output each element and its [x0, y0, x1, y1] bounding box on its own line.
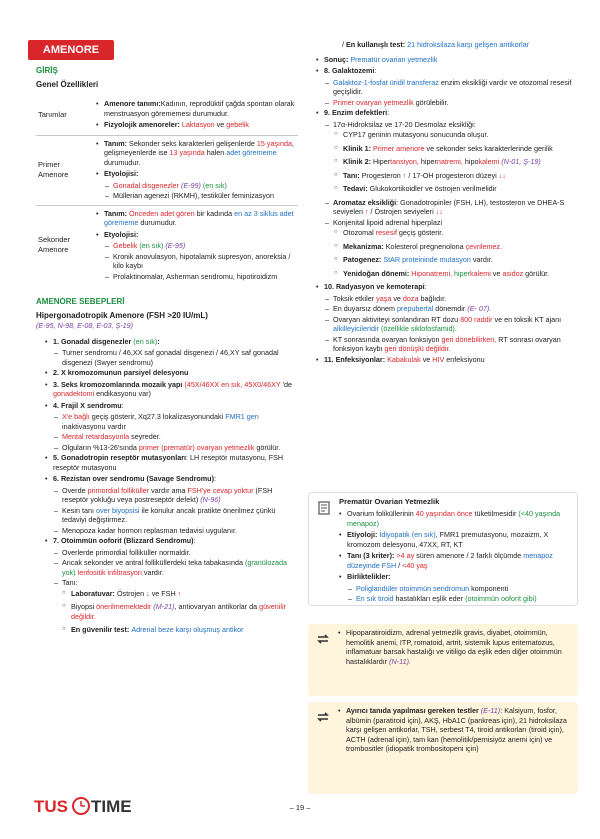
- text-run: Poliglandüler otoimmün sendromun: [356, 583, 470, 593]
- text-run: Müllerian agenezi (RKMH), testiküler feminizasyon: [113, 191, 274, 201]
- list-item: [54, 443, 298, 453]
- text-run: gonadektomi: [53, 389, 95, 399]
- note-icon: [317, 501, 331, 515]
- text-run: Etyolojisi:: [104, 229, 139, 239]
- list-item: [316, 108, 578, 118]
- text-run: Ovarium foliküllerinin: [347, 509, 416, 519]
- text-run: tansiyon,: [390, 157, 421, 166]
- row-header: Primer Amenore: [36, 135, 94, 205]
- list-item: [339, 551, 571, 570]
- text-run: Kolesterol pregnenolona: [385, 241, 466, 251]
- text-run: /: [396, 560, 403, 570]
- text-run: Glukokortikoidler ve östrojen verilmelidir: [369, 184, 497, 193]
- list-item: [325, 78, 578, 97]
- table-row: [36, 205, 298, 285]
- row-header: Sekonder Amenore: [36, 205, 94, 285]
- text-run: Prematür ovarian yetmezlik: [350, 54, 438, 64]
- text-run: En duyarsız dönem: [333, 304, 397, 313]
- text-run: En kullanışlı test:: [346, 40, 408, 49]
- text-run: HIV: [432, 354, 445, 364]
- text-run: 10. Radyasyon ve kemoterapi: [324, 282, 425, 291]
- text-run: 800 raddir: [460, 314, 493, 324]
- text-run: / Östrojen seviyeleri: [368, 207, 436, 216]
- list-item: [342, 40, 578, 50]
- list-item: [334, 184, 578, 194]
- text-run: 5. Gonadotropin reseptör mutasyonları: [53, 453, 186, 463]
- list-item: [54, 348, 298, 367]
- text-run: (N-96): [200, 495, 221, 505]
- list-item: [334, 242, 578, 252]
- text-run: 21 hidroksilaza karşı gelişen antikorlar: [407, 40, 529, 49]
- text-run: geçiş gösterir, Xq27.3 lokalizasyonundaki: [89, 412, 226, 422]
- text-run: (granülozada yok): [62, 558, 287, 577]
- text-run: alkilleyicileridir: [333, 324, 381, 333]
- text-run: seyreder.: [129, 432, 161, 442]
- text-run: ↑: [402, 170, 407, 180]
- list-item: [105, 191, 296, 201]
- text-run: ve FSH: [149, 588, 178, 598]
- text-run: natremi,: [436, 157, 465, 166]
- text-run: Yenidoğan dönemi:: [343, 268, 412, 278]
- text-run: Fizyolojik amenoreler:: [104, 120, 182, 130]
- text-run: : LH reseptör mutasyonu, FSH reseptör mutasyonu: [53, 453, 284, 472]
- text-run: Önceden adet gören: [129, 208, 195, 218]
- text-run: Ovaryan aktiviteyi sonlandıran RT dozu: [333, 314, 461, 324]
- text-run: over biyopsisi: [95, 505, 140, 515]
- text-run: hiper: [420, 157, 437, 166]
- list-item: [325, 315, 578, 334]
- text-run: (<40 yaşında menapoz): [347, 509, 561, 528]
- text-run: (M-21): [153, 602, 175, 612]
- text-run: :: [424, 282, 427, 291]
- causes-heading: AMENORE SEBEPLERİ: [36, 297, 125, 307]
- list-item: [334, 171, 578, 181]
- text-run: süren amenore / 2 farklı ölçümde: [414, 551, 524, 561]
- text-run: (en sık): [139, 241, 166, 251]
- cycle-arrows-icon: [316, 632, 330, 646]
- list-item: [96, 230, 296, 240]
- text-run: Olguların %13-26'sında: [62, 442, 139, 452]
- list-item: [54, 506, 298, 525]
- list-item: [339, 509, 571, 528]
- text-run: Patogenez:: [343, 255, 384, 264]
- list-item: [316, 355, 578, 365]
- text-run: dönemdir: [433, 304, 468, 313]
- text-run: ve: [391, 293, 403, 303]
- text-run: :: [121, 400, 124, 410]
- text-run: Etyolojisi:: [104, 169, 139, 179]
- list-item: [96, 99, 296, 118]
- left-column: [36, 60, 298, 639]
- list-item: [334, 255, 578, 265]
- text-run: Turner sendromu / 46,XX saf gonadal disgenezi / 46,XY saf gonadal disgenezi (Swyer sendromu): [62, 348, 279, 367]
- text-run: Adrenal beze karşı oluşmuş antikor: [131, 625, 244, 635]
- list-item: [45, 536, 298, 546]
- text-run: asidoz: [502, 268, 524, 278]
- list-item: [325, 304, 578, 314]
- text-run: , antiovaryan antikorlar da: [174, 602, 260, 612]
- text-run: (E-11): [480, 706, 501, 715]
- text-run: Klinik 2:: [343, 157, 373, 166]
- text-run: halen: [204, 148, 227, 158]
- text-run: 1. Gonadal disgenezler: [53, 336, 134, 346]
- text-run: vardır ama: [149, 485, 188, 495]
- text-run: 13 yaşında: [169, 148, 205, 158]
- text-run: Kesin tanı: [62, 505, 96, 515]
- list-item: [96, 120, 296, 130]
- text-run: , gelişmeyenlerde ise: [104, 138, 295, 158]
- text-run: ve: [214, 120, 227, 130]
- list-item: [325, 198, 578, 217]
- list-item: [334, 269, 578, 279]
- text-run: ile konulur ancak pratikte önerilmez çünkü tedaviyi değiştirmez.: [62, 505, 276, 525]
- list-item: [54, 526, 298, 536]
- list-item: [105, 241, 296, 251]
- text-run: :: [374, 66, 377, 75]
- text-run: Kabakulak: [387, 354, 421, 364]
- text-run: Menopoza kadar hormon replasman tedavisi uygulanır.: [62, 525, 237, 535]
- list-item: [325, 294, 578, 304]
- text-run: ↑: [177, 588, 182, 598]
- causes-list: [36, 337, 298, 635]
- text-run: ↓: [146, 588, 150, 598]
- row-content: [94, 205, 298, 285]
- text-run: ve en toksik KT ajanı: [492, 314, 562, 324]
- table-row: [36, 135, 298, 205]
- text-run: görülür.: [523, 268, 550, 278]
- text-run: Laktasyon: [181, 120, 215, 130]
- text-run: Primer ovaryan yetmezlik: [333, 97, 414, 107]
- causes-subheading: Hipergonadotropik Amenore (FSH >20 IU/mL): [36, 310, 208, 320]
- text-run: (N-11).: [389, 656, 411, 666]
- text-run: vardır.: [470, 255, 493, 264]
- table-row: [36, 96, 298, 135]
- row-content: [94, 96, 298, 135]
- text-run: <40 yaş: [402, 560, 428, 570]
- list-item: [54, 548, 298, 558]
- list-item: [325, 218, 578, 228]
- text-run: yaşa: [376, 293, 392, 303]
- text-run: en az 3 siklus adet görememe: [104, 208, 294, 228]
- list-item: [96, 209, 296, 228]
- text-run: Östrojen: [116, 588, 147, 598]
- text-run: 8. Galaktozemi: [324, 66, 375, 75]
- list-item: [45, 380, 298, 399]
- text-run: Biyopsi: [71, 602, 97, 612]
- text-run: , FMR1 premutasyonu, mozaizm, X kromozom delesyonu, 47XX, RT, KT: [347, 530, 549, 549]
- list-item: [348, 584, 571, 594]
- differential-tests-box: [308, 702, 578, 794]
- text-run: inaktivasyonu vardır: [62, 421, 126, 431]
- text-run: (E-99): [180, 180, 203, 190]
- text-run: :: [193, 536, 196, 546]
- text-run: ve: [490, 268, 503, 278]
- text-run: Kronik anovulasyon, hipotalamik supresyon, anoreksia / kilo kaybı: [113, 251, 291, 271]
- text-run: bağlıdır.: [418, 293, 447, 303]
- text-run: görülür.: [254, 442, 281, 452]
- box-title: Prematür Ovarian Yetmezlik: [339, 497, 440, 506]
- box-list: [339, 509, 571, 604]
- text-run: En güvenilir test:: [71, 625, 132, 635]
- definitions-table: [36, 96, 298, 285]
- text-run: Toksik etkiler: [333, 293, 377, 303]
- text-run: kalemi: [470, 268, 491, 278]
- text-run: doza: [402, 293, 419, 303]
- premature-ovarian-failure-box: [308, 492, 578, 606]
- list-item: [54, 578, 298, 588]
- list-item: [348, 594, 571, 604]
- intro-heading: GİRİŞ: [36, 66, 58, 75]
- list-item: [105, 181, 296, 191]
- list-item: [339, 530, 571, 549]
- text-run: Gebelik: [113, 241, 140, 251]
- text-run: (45X/46XX en sık, 45X0/46XY: [184, 379, 281, 389]
- text-run: gebelik: [226, 120, 250, 130]
- text-run: Tedavi:: [343, 184, 370, 193]
- text-run: geçiş gösterir.: [396, 228, 444, 237]
- text-run: Laboratuvar:: [71, 588, 117, 598]
- list-item: [54, 412, 298, 431]
- text-run: (en sık): [133, 336, 158, 346]
- text-run: /: [342, 40, 346, 49]
- list-item: [105, 252, 296, 271]
- text-run: Amenore tanımı:: [104, 99, 161, 109]
- text-run: StAR proteininde mutasyon: [383, 255, 471, 264]
- list-item: [45, 474, 298, 484]
- text-run: (N-01, Ş-19): [501, 157, 541, 166]
- text-run: Progesteron: [361, 170, 403, 180]
- text-run: geri dönebilirken,: [441, 334, 499, 344]
- text-run: Aromataz eksikliği: [333, 197, 397, 207]
- text-run: görülebilir.: [413, 97, 449, 107]
- list-item: [45, 401, 298, 411]
- list-item: [316, 282, 578, 292]
- text-run: ↓↓: [435, 207, 443, 216]
- list-item: [325, 335, 578, 354]
- text-run: 4. Frajil X sendromu: [53, 400, 122, 410]
- text-run: 'de: [280, 379, 292, 389]
- text-run: ↑: [364, 207, 369, 216]
- text-run: Tanı:: [343, 170, 362, 180]
- text-run: Sonuç:: [324, 54, 351, 64]
- text-run: KT sonrasında ovaryan fonksiyon: [333, 334, 442, 344]
- list-item: [62, 625, 298, 635]
- list-item: [339, 572, 571, 582]
- text-run: prepubertal: [396, 304, 434, 313]
- text-run: resesif: [375, 228, 397, 237]
- text-run: / 17-OH progesteron düzeyi: [406, 170, 499, 180]
- text-run: ve sekonder seks karakterlerinde gerilik: [424, 143, 553, 153]
- list-item: [325, 98, 578, 108]
- text-run: güvenilir değildir.: [71, 602, 286, 621]
- text-run: Overlerde primordial folliküller normaldir.: [62, 547, 191, 557]
- text-run: CYP17 geninin mutasyonu sonucunda oluşur.: [343, 130, 489, 139]
- list-item: [316, 66, 578, 76]
- text-run: Tanım:: [104, 208, 130, 218]
- text-run: geri dönüşlü değildir.: [384, 344, 451, 353]
- text-run: (otoimmün ooforit gibi): [465, 594, 537, 604]
- text-run: Konjenital lipoid adrenal hiperplazi: [333, 217, 443, 227]
- text-run: 7. Otoimmün ooforit (Blizzard Sendromu): [53, 536, 194, 546]
- text-run: Klinik 1:: [343, 143, 373, 153]
- text-run: çevrilemez.: [465, 241, 503, 251]
- text-run: kalemi: [478, 157, 502, 166]
- page-number: – 19 –: [289, 803, 311, 812]
- text-run: 17α-Hidroksilaz ve 17-20 Desmolaz eksikliği:: [333, 119, 476, 129]
- list-item: [96, 139, 296, 168]
- text-run: adet görememe: [226, 148, 277, 158]
- list-item: [54, 432, 298, 442]
- text-run: Etiyoloji:: [347, 530, 380, 540]
- text-run: En sık tiroid: [356, 594, 394, 604]
- list-item: [96, 169, 296, 179]
- text-run: primer (prematür) ovaryan yetmezlik: [138, 442, 255, 452]
- list-item: [338, 706, 572, 754]
- text-run: (en sık): [202, 180, 227, 190]
- text-run: :: [213, 474, 216, 484]
- list-item: [54, 558, 298, 577]
- text-run: FMR1 gen: [225, 412, 259, 422]
- box-list: [338, 628, 572, 666]
- text-run: (E- 07).: [467, 304, 492, 313]
- row-header: Tanımlar: [38, 110, 67, 120]
- text-run: durumudur.: [104, 157, 141, 167]
- text-run: ↓↓: [498, 170, 506, 180]
- text-run: Overde: [62, 485, 88, 495]
- text-run: >4 ay: [396, 551, 415, 561]
- list-item: [105, 272, 296, 282]
- cycle-arrows-icon: [316, 710, 330, 724]
- text-run: Primer amenore: [372, 143, 425, 153]
- text-run: Mental retardasyonla: [62, 432, 130, 442]
- text-run: 3. Seks kromozomlarında mozaik yapı: [53, 379, 185, 389]
- text-run: 9. Enzim defektleri: [324, 108, 388, 117]
- text-run: :: [157, 336, 160, 346]
- text-run: komponenti: [469, 583, 509, 593]
- text-run: 11. Enfeksiyonlar:: [324, 354, 388, 364]
- text-run: önerilmemektedir: [96, 602, 152, 612]
- box-list: [338, 706, 572, 754]
- list-item: [316, 55, 578, 65]
- list-item: [54, 486, 298, 505]
- text-run: .: [454, 324, 457, 333]
- list-item: [45, 453, 298, 472]
- text-run: Tanı (3 kriter):: [347, 551, 397, 561]
- list-item: [338, 628, 572, 666]
- text-run: Hipoparatiroidizm, adrenal yetmezlik gravis, diyabet, otoimmün, hemolitik anemi, ITP, romatoid, artrit, sistemik lupus eritematozus, inflamatuar barsak hastalığı ve vitiligo da eşlik eden diğer otoimmün hastalıklardır: [346, 628, 562, 666]
- text-run: Ayırıcı tanıda yapılması gereken testler: [346, 706, 481, 715]
- text-run: Birliktelikler:: [347, 572, 391, 582]
- text-run: Prolaktinomalar, Asherman sendromu, hipotiroidizm: [113, 271, 278, 281]
- text-run: Otozomal: [343, 228, 376, 237]
- text-run: Kadının, reprodüktif çağda spontan olarak menstruasyon görememesi durumudur.: [104, 99, 295, 118]
- text-run: Gonadal disgenezler: [113, 180, 181, 190]
- text-run: enfeksiyonu: [444, 354, 485, 364]
- list-item: [45, 368, 298, 378]
- text-run: Tanı:: [62, 578, 78, 588]
- right-column: [316, 40, 578, 366]
- list-item: [45, 337, 298, 347]
- associations-note-box: [308, 624, 578, 696]
- text-run: Hiponatremi,: [411, 268, 455, 278]
- text-run: durumudur.: [138, 218, 177, 228]
- text-run: menapoz düzeyinde FSH: [347, 551, 553, 570]
- text-run: : Kalsiyum, fosfor, albümin (paratiroid için), AKŞ, HbA1C (pankreas için), 21 hidroksilaza karşı gelişen antikorlar, TSH, serbest T4, tiroid antikorları (tiroid için), ACTH (adrenal için), tam kan (hemolitik/pernisiyöz anemi için) ve trombositler (idiopatik trombositopeni için): [346, 706, 567, 753]
- text-run: Ancak sekonder ve antral folliküllerdeki teka tabakasında: [62, 558, 245, 568]
- causes-refs: (E-95, N-98, E-08, E-03, Ş-19): [36, 321, 134, 331]
- text-run: bir kadında: [194, 208, 235, 218]
- intro-subheading: Genel Özellikleri: [36, 79, 99, 89]
- list-item: [334, 130, 578, 140]
- logo-text-a: TUS: [34, 797, 68, 816]
- text-run: (özellikle siklofosfamid): [380, 324, 455, 333]
- text-run: hiper: [454, 268, 471, 278]
- list-item: [325, 120, 578, 130]
- text-run: 2. X kromozomunun parsiyel delesyonu: [53, 368, 189, 378]
- text-run: Sekonder seks karakterleri gelişenlerde: [129, 138, 257, 148]
- text-run: endikasyonu var): [94, 389, 151, 399]
- text-run: X'e bağlı: [62, 412, 90, 422]
- text-run: 40 yaşından önce: [415, 509, 473, 519]
- page-title: AMENORE: [28, 40, 114, 60]
- list-item: [62, 602, 298, 621]
- text-run: FSH'ye cevap yoktur: [187, 485, 254, 495]
- text-run: Galaktoz-1-fosfat üridil transferaz: [333, 77, 439, 87]
- text-run: Mekanizma:: [343, 241, 386, 251]
- text-run: : Gonadotropinler (FSH, LH), testosteron ve DHEA-S seviyeleri: [333, 197, 565, 216]
- text-run: enzim eksikliği vardır ve otozomal resesif geçişlidir.: [333, 77, 572, 96]
- text-run: RT sonrası ovaryan fonksiyon kaybı: [333, 334, 561, 353]
- text-run: (FSH reseptör yokluğu veya postreseptör defekt): [62, 485, 273, 505]
- text-run: hipo: [464, 157, 479, 166]
- text-run: primordial folliküller: [87, 485, 150, 495]
- text-run: tüketilmesidir: [472, 509, 519, 519]
- text-run: (E-95): [165, 241, 186, 251]
- text-run: Hiper: [372, 157, 391, 166]
- list-item: [334, 228, 578, 238]
- list-item: [62, 589, 298, 599]
- text-run: ve: [420, 354, 433, 364]
- list-item: [334, 144, 578, 154]
- causes-list-continued: [316, 40, 578, 364]
- row-content: [94, 135, 298, 205]
- logo-text-b: TIME: [91, 797, 132, 816]
- text-run: 15 yaşında: [256, 138, 293, 148]
- list-item: [334, 157, 578, 167]
- text-run: :: [387, 108, 390, 117]
- text-run: hastalıkları eşlik eder: [393, 594, 466, 604]
- text-run: İdiyopatik (en sık): [379, 530, 436, 540]
- text-run: 6. Rezistan over sendromu (Savage Sendromu): [53, 474, 214, 484]
- text-run: Tanım:: [104, 138, 130, 148]
- text-run: vardır.: [141, 567, 164, 577]
- text-run: lenfositik infiltrasyon: [77, 567, 142, 577]
